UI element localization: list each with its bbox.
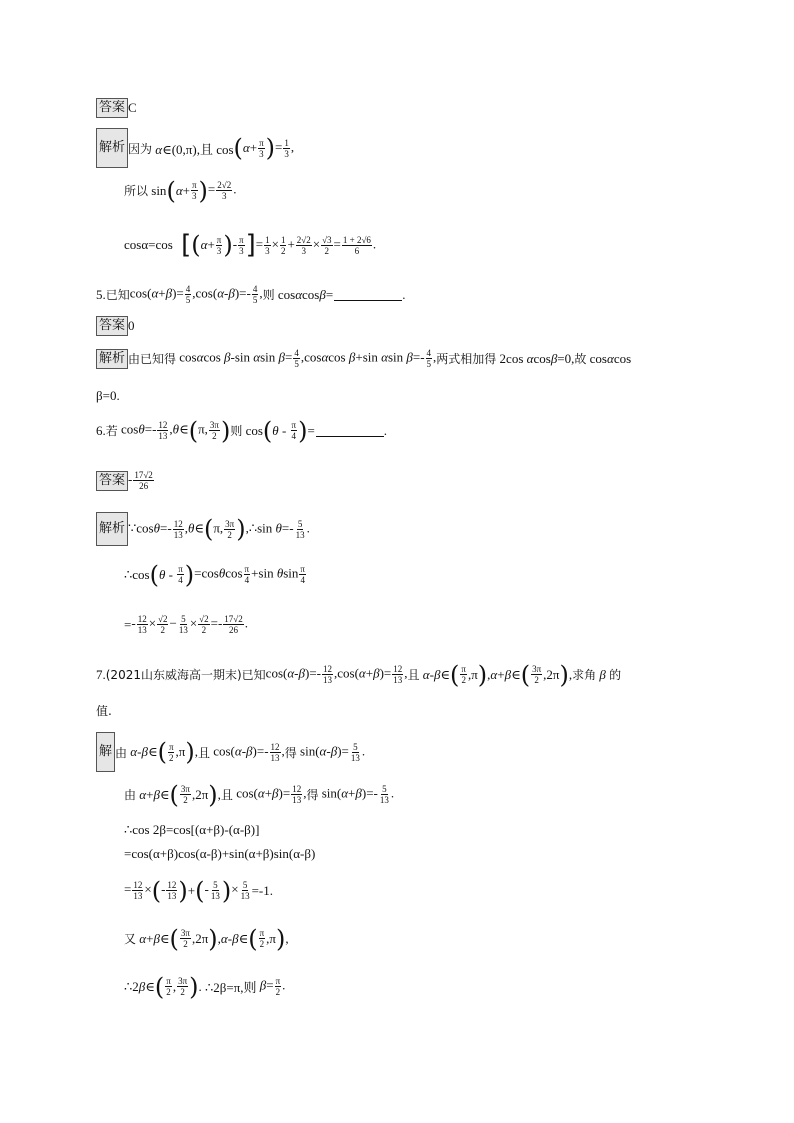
q6-analysis-line2: ∴cos ( θ - $\frac{\pi}{4}$ ) =cosθcos $\frac{\pi}{4}$ +sin θsin $\frac{\pi}{4}$ [124,560,305,589]
analysis-label: 解析 [96,128,128,168]
q7-solution-line6: 又 α+β∈ ( $\frac{3\pi}{2}$ ,2π ) ,α-β∈ ( $\frac{\pi}{2}$ ,π ) , [124,924,289,953]
q5-answer-row [96,316,135,336]
q5-blank [334,288,402,301]
analysis-label: 解析 [96,349,128,369]
q5-analysis-line2: β=0. [96,388,120,403]
q6-analysis-line1: 解析 ∵cosθ=- $\frac{12}{13}$ ,θ∈ ( π, $\frac{3\pi}{2}$ ) ,∴sin θ=- $\frac{5}{13}$ . [96,512,310,546]
q7-solution-line3: ∴cos 2β=cos[(α+β)-(α-β)] [124,822,260,837]
answer-label: 答案 [96,471,128,491]
answer-label: 答案 [96,316,128,336]
q7-stem: 7. (2021山东威海高一期末) 已知 cos(α-β)=- $\frac{12}{13}$ ,cos(α+β)= $\frac{12}{13}$ , 且 α-β∈ ( $\frac{\pi}{2}$ ,π ) ,α+β∈ ( $\frac{3\pi}{2}$ ,2π ) , 求角 β 的 [96,660,622,689]
q5-analysis-line1: 解析 由已知得 cosαcos β-sin αsin β= $\frac{4}{5}$ ,cosαcos β+sin αsin β=- $\frac{4}{5}$ , 两式相加得 2cos αcosβ=0, 故 cosαcos [96,348,631,369]
q7-stem-line2: 值. [96,704,112,718]
q6-stem: 6. 若 cosθ=- $\frac{12}{13}$ ,θ∈ ( π, $\frac{3\pi}{2}$ ) 则 cos ( θ - $\frac{\pi}{4}$ ) = . [96,416,388,445]
q4-analysis-line2: 所以 sin ( α + $\frac{\pi}{3}$ ) = $\frac{2√2}{3}$ . [124,176,237,205]
q4-answer-row [96,98,137,118]
answer-label: 答案 [96,98,128,118]
q4-answer-value: C [128,100,137,115]
q6-blank [316,424,384,437]
q5-answer-value: 0 [128,318,135,333]
q7-solution-line4: =cos(α+β)cos(α-β)+sin(α+β)sin(α-β) [124,846,316,861]
analysis-label: 解析 [96,512,128,546]
q5-stem: 5. 已知 cos(α+β)= $\frac{4}{5}$ ,cos(α-β)=- $\frac{4}{5}$ , 则 cosαcosβ= . [96,284,406,305]
q7-solution-line5: = $\frac{12}{13}$ × ( - $\frac{12}{13}$ ) + ( - $\frac{5}{13}$ ) × $\frac{5}{13}$ =-1. [124,876,273,905]
q6-answer-row: 答案 - $\frac{17√2}{26}$ [96,470,155,491]
q6-analysis-line3: = - $\frac{12}{13}$ × $\frac{√2}{2}$ − $\frac{5}{13}$ × $\frac{√2}{2}$ =- $\frac{17√2}{26}$ . [124,614,248,635]
solution-label: 解 [96,732,115,772]
q7-solution-line1: 解 由 α-β∈ ( $\frac{\pi}{2}$ ,π ) , 且 cos(α-β)=- $\frac{12}{13}$ , 得 sin(α-β)= $\frac{5}{13}$ . [96,732,365,772]
q4-analysis-line3: cosα=cos [ ( α + $\frac{\pi}{3}$ ) - $\frac{\pi}{3}$ ] = $\frac{1}{3}$ × $\frac{1}{2}$ + $\frac{2√2}{3}$ × $\frac{√3}{2}$ = $\frac{1 + 2√6}{6}$ . [124,230,377,260]
q4-analysis-line1: 解析 因为 α∈(0,π),且 cos ( α + $\frac{\pi}{3}$ ) = $\frac{1}{3}$ , [96,128,294,168]
q7-solution-line2: 由 α+β∈ ( $\frac{3\pi}{2}$ ,2π ) , 且 cos(α+β)= $\frac{12}{13}$ , 得 sin(α+β)=- $\frac{5}{13}$ . [124,780,395,809]
q7-solution-line7: ∴2β∈ ( $\frac{\pi}{2}$ , $\frac{3\pi}{2}$ ) . ∴2β=π,则 β= $\frac{\pi}{2}$ . [124,972,286,1001]
